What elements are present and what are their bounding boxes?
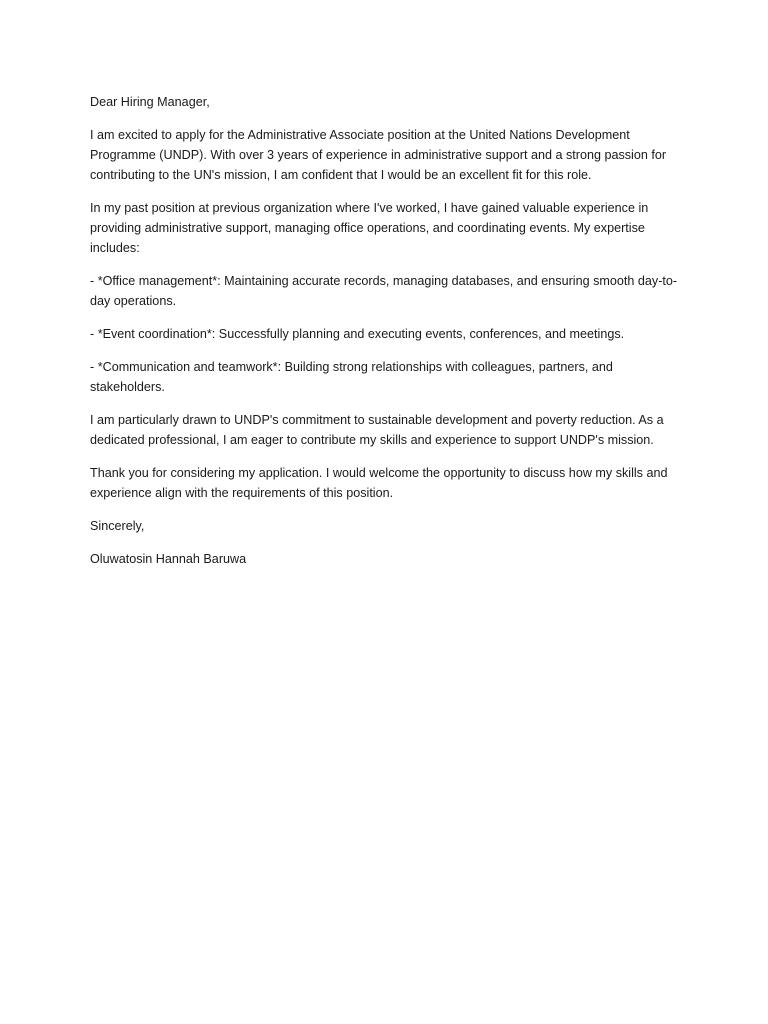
expertise-item-communication: - *Communication and teamwork*: Building strong relationships with colleagues, partners, and stakeholders.: [90, 360, 613, 394]
signature-name: Oluwatosin Hannah Baruwa: [90, 552, 247, 566]
expertise-item-event-coordination: - *Event coordination*: Successfully planning and executing events, conferences, and meetings.: [90, 327, 625, 341]
intro-paragraph: I am excited to apply for the Administrative Associate position at the United Nations Development Programme (UNDP). With over 3 years of experience in administrative support and a strong passion for contributing to the UN's mission, I am confident that I would be an excellent fit for this role.: [90, 128, 667, 182]
experience-paragraph: In my past position at previous organization where I've worked, I have gained valuable experience in providing administrative support, managing office operations, and coordinating events. My expertise includes:: [90, 201, 649, 255]
motivation-paragraph: I am particularly drawn to UNDP's commitment to sustainable development and poverty reduction. As a dedicated professional, I am eager to contribute my skills and experience to support UNDP's mission.: [90, 413, 664, 447]
thank-you-paragraph: Thank you for considering my application. I would welcome the opportunity to discuss how my skills and experience align with the requirements of this position.: [90, 466, 668, 500]
cover-letter-body: [90, 92, 690, 582]
expertise-item-office-management: - *Office management*: Maintaining accurate records, managing databases, and ensuring smooth day-to-day operations.: [90, 274, 678, 308]
closing: Sincerely,: [90, 519, 145, 533]
salutation: Dear Hiring Manager,: [90, 95, 210, 109]
